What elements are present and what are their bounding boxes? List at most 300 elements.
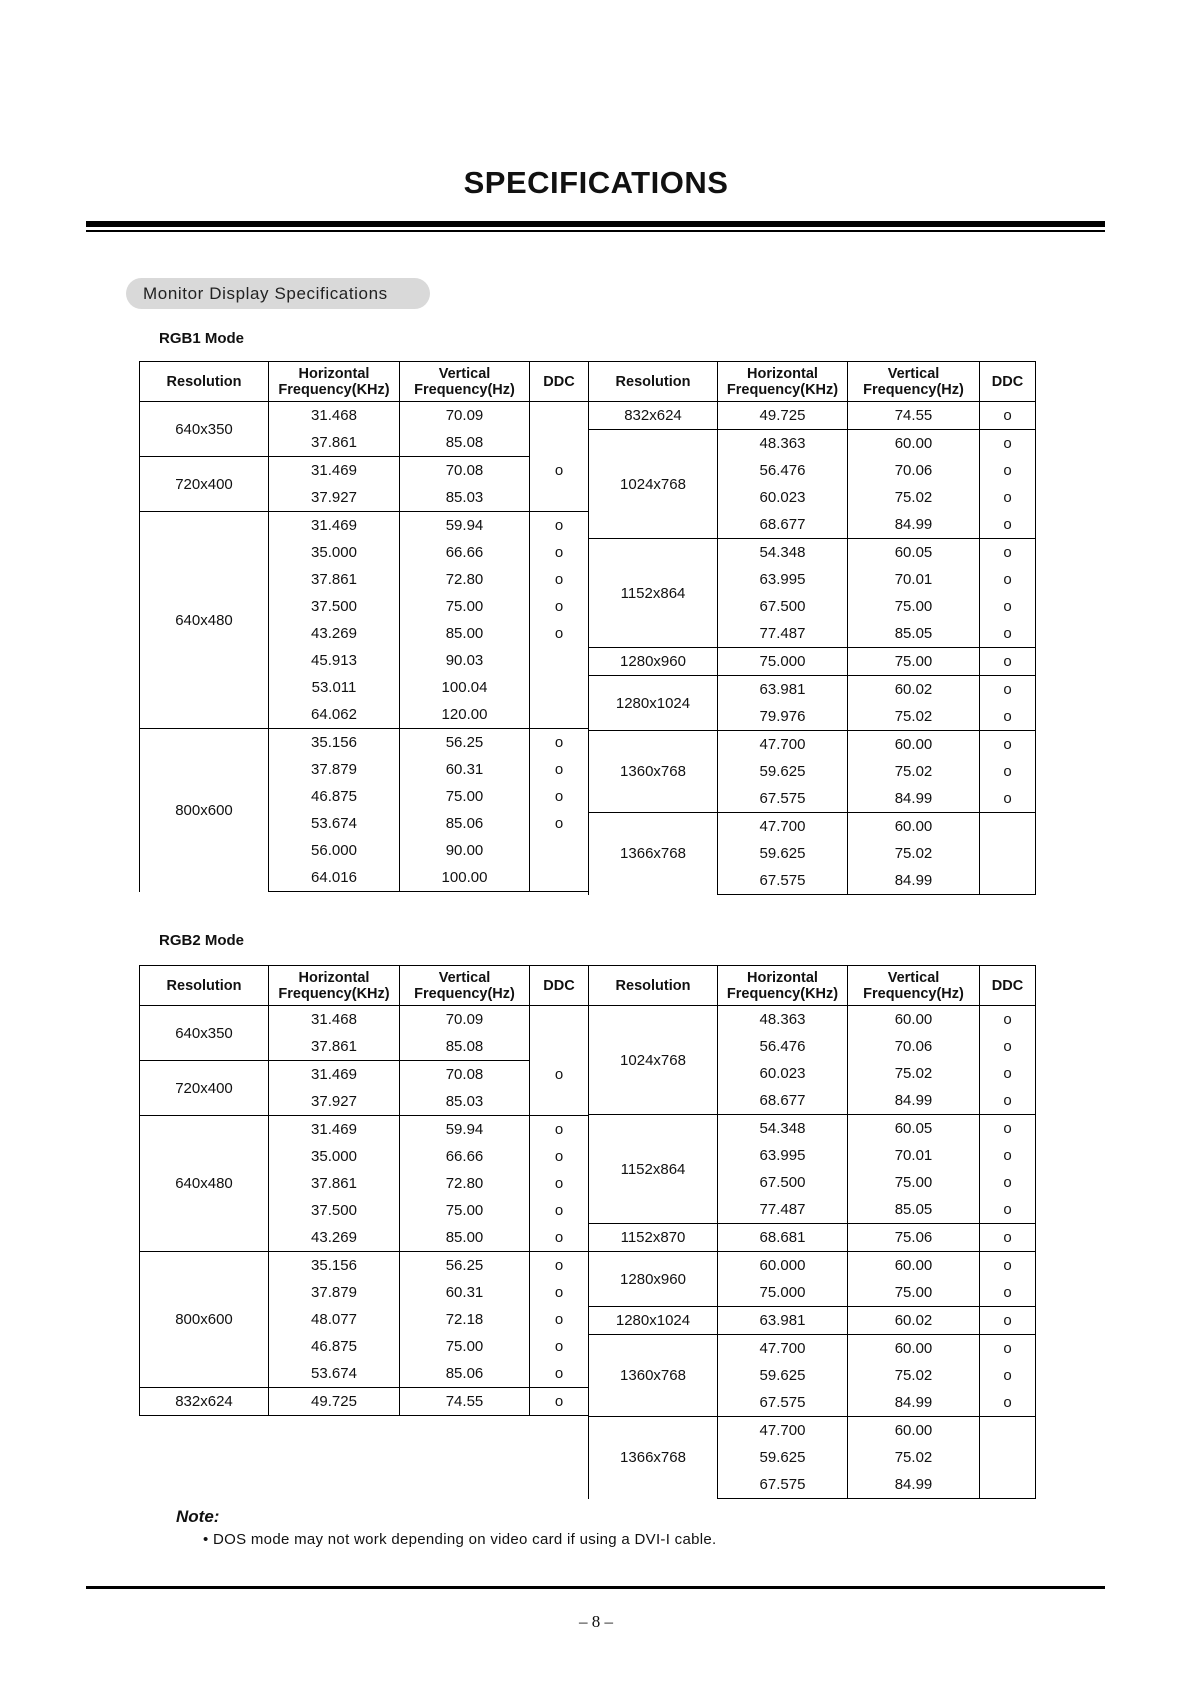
ddc-cell: o — [530, 1388, 589, 1416]
page-title: SPECIFICATIONS — [463, 165, 729, 200]
ddc-cell: o — [980, 1279, 1036, 1307]
resolution-header: Resolution — [589, 966, 718, 1006]
vfreq-cell: 72.80 — [400, 566, 530, 593]
hfreq-cell: 54.348 — [718, 539, 848, 567]
vfreq-header — [400, 966, 530, 1006]
vfreq-header-line: Vertical — [438, 365, 491, 382]
hfreq-cell: 53.674 — [269, 810, 400, 837]
table-row — [140, 1116, 589, 1144]
hfreq-cell: 37.879 — [269, 1279, 400, 1306]
hfreq-cell: 77.487 — [718, 620, 848, 648]
hfreq-cell: 47.700 — [718, 1335, 848, 1363]
hfreq-cell: 60.023 — [718, 484, 848, 511]
ddc-cell — [980, 1417, 1036, 1445]
ddc-cell: o — [530, 457, 589, 485]
ddc-cell: o — [980, 676, 1036, 704]
vfreq-cell: 75.00 — [848, 1169, 980, 1196]
ddc-cell: o — [980, 402, 1036, 430]
header-row — [140, 362, 589, 402]
hfreq-header — [269, 966, 400, 1006]
resolution-header: Resolution — [589, 362, 718, 402]
title-rule-thick — [86, 221, 1105, 227]
hfreq-header-line: Frequency(KHz) — [726, 381, 839, 398]
hfreq-cell: 37.500 — [269, 1197, 400, 1224]
hfreq-cell: 37.927 — [269, 484, 400, 512]
table-row — [589, 648, 1036, 676]
ddc-cell — [530, 484, 589, 512]
vfreq-cell: 84.99 — [848, 867, 980, 895]
vfreq-cell: 75.00 — [848, 648, 980, 676]
vfreq-cell: 60.00 — [848, 813, 980, 841]
resolution-cell: 640x350 — [140, 402, 269, 457]
hfreq-cell: 60.000 — [718, 1252, 848, 1280]
hfreq-cell: 53.011 — [269, 674, 400, 701]
ddc-cell: o — [980, 1362, 1036, 1389]
ddc-cell: o — [530, 1360, 589, 1388]
hfreq-cell: 37.861 — [269, 1033, 400, 1061]
hfreq-cell: 31.469 — [269, 512, 400, 540]
hfreq-cell: 54.348 — [718, 1115, 848, 1143]
hfreq-cell: 31.468 — [269, 402, 400, 430]
vfreq-cell: 75.02 — [848, 703, 980, 731]
ddc-cell: o — [530, 512, 589, 540]
ddc-cell: o — [980, 1060, 1036, 1087]
ddc-cell: o — [980, 1196, 1036, 1224]
ddc-cell — [530, 701, 589, 729]
ddc-cell: o — [530, 1279, 589, 1306]
table-row — [140, 457, 589, 485]
vfreq-cell: 59.94 — [400, 1116, 530, 1144]
hfreq-cell: 48.363 — [718, 1006, 848, 1034]
hfreq-cell: 67.500 — [718, 1169, 848, 1196]
ddc-cell: o — [980, 731, 1036, 759]
ddc-cell: o — [980, 1169, 1036, 1196]
ddc-cell — [530, 1006, 589, 1034]
resolution-cell: 1360x768 — [589, 731, 718, 813]
vfreq-header-line: Frequency(Hz) — [863, 381, 964, 398]
vfreq-cell: 60.31 — [400, 756, 530, 783]
hfreq-cell: 31.469 — [269, 457, 400, 485]
hfreq-cell: 37.861 — [269, 566, 400, 593]
table-row — [140, 402, 589, 430]
hfreq-cell: 68.681 — [718, 1224, 848, 1252]
resolution-cell: 720x400 — [140, 1061, 269, 1116]
table-row — [589, 1252, 1036, 1280]
ddc-cell: o — [980, 1087, 1036, 1115]
vfreq-cell: 66.66 — [400, 1143, 530, 1170]
vfreq-cell: 75.00 — [848, 593, 980, 620]
resolution-cell: 1366x768 — [589, 1417, 718, 1499]
hfreq-cell: 31.468 — [269, 1006, 400, 1034]
hfreq-cell: 67.575 — [718, 785, 848, 813]
vfreq-cell: 60.00 — [848, 1335, 980, 1363]
hfreq-cell: 77.487 — [718, 1196, 848, 1224]
ddc-cell: o — [980, 566, 1036, 593]
hfreq-cell: 47.700 — [718, 1417, 848, 1445]
hfreq-cell: 43.269 — [269, 1224, 400, 1252]
table-row — [589, 1335, 1036, 1363]
vfreq-cell: 85.00 — [400, 620, 530, 647]
table-row — [140, 1006, 589, 1034]
hfreq-cell: 46.875 — [269, 1333, 400, 1360]
note-text: • DOS mode may not work depending on video card if using a DVI-I cable. — [203, 1531, 717, 1548]
rgb2-mode-label: RGB2 Mode — [159, 932, 245, 949]
resolution-cell: 832x624 — [140, 1388, 269, 1416]
hfreq-cell: 37.927 — [269, 1088, 400, 1116]
ddc-cell: o — [530, 1143, 589, 1170]
resolution-cell: 640x480 — [140, 1116, 269, 1252]
ddc-cell: o — [980, 703, 1036, 731]
vfreq-cell: 70.08 — [400, 457, 530, 485]
ddc-cell: o — [980, 1335, 1036, 1363]
resolution-cell: 1360x768 — [589, 1335, 718, 1417]
vfreq-cell: 72.80 — [400, 1170, 530, 1197]
ddc-cell — [980, 1444, 1036, 1471]
resolution-cell: 1280x960 — [589, 1252, 718, 1307]
resolution-cell: 720x400 — [140, 457, 269, 512]
vfreq-cell: 60.00 — [848, 731, 980, 759]
vfreq-cell: 72.18 — [400, 1306, 530, 1333]
vfreq-cell: 60.00 — [848, 430, 980, 458]
ddc-cell: o — [530, 1116, 589, 1144]
ddc-cell — [530, 647, 589, 674]
hfreq-cell: 56.476 — [718, 457, 848, 484]
hfreq-cell: 64.062 — [269, 701, 400, 729]
resolution-cell: 1280x1024 — [589, 676, 718, 731]
header-row — [589, 966, 1036, 1006]
header-row — [589, 362, 1036, 402]
resolution-cell: 800x600 — [140, 729, 269, 892]
vfreq-cell: 60.00 — [848, 1417, 980, 1445]
table-row — [140, 729, 589, 757]
hfreq-header-line: Horizontal — [298, 969, 370, 986]
hfreq-cell: 35.156 — [269, 729, 400, 757]
hfreq-header-line: Frequency(KHz) — [278, 985, 390, 1002]
vfreq-cell: 90.03 — [400, 647, 530, 674]
ddc-cell: o — [980, 430, 1036, 458]
ddc-cell — [530, 837, 589, 864]
table-row — [589, 402, 1036, 430]
vfreq-cell: 85.05 — [848, 620, 980, 648]
ddc-cell: o — [980, 539, 1036, 567]
ddc-cell: o — [980, 785, 1036, 813]
vfreq-cell: 75.00 — [400, 593, 530, 620]
hfreq-cell: 64.016 — [269, 864, 400, 892]
rgb1-mode-label: RGB1 Mode — [159, 330, 245, 347]
hfreq-header-line: Frequency(KHz) — [726, 985, 839, 1002]
ddc-cell — [530, 864, 589, 892]
hfreq-cell: 53.674 — [269, 1360, 400, 1388]
ddc-cell: o — [980, 457, 1036, 484]
ddc-cell: o — [530, 1224, 589, 1252]
vfreq-cell: 84.99 — [848, 785, 980, 813]
hfreq-cell: 35.000 — [269, 539, 400, 566]
ddc-cell: o — [530, 620, 589, 647]
hfreq-cell: 31.469 — [269, 1061, 400, 1089]
rgb2-table-right — [588, 965, 1036, 1499]
vfreq-header-line: Frequency(Hz) — [414, 381, 515, 398]
vfreq-cell: 84.99 — [848, 1087, 980, 1115]
ddc-cell: o — [530, 729, 589, 757]
vfreq-cell: 75.02 — [848, 840, 980, 867]
vfreq-cell: 85.03 — [400, 484, 530, 512]
table-row — [589, 813, 1036, 841]
hfreq-cell: 59.625 — [718, 1362, 848, 1389]
ddc-cell: o — [980, 758, 1036, 785]
hfreq-cell: 79.976 — [718, 703, 848, 731]
hfreq-header-line: Frequency(KHz) — [278, 381, 390, 398]
resolution-cell: 640x350 — [140, 1006, 269, 1061]
resolution-cell: 1152x864 — [589, 1115, 718, 1224]
ddc-cell: o — [530, 1061, 589, 1089]
hfreq-cell: 46.875 — [269, 783, 400, 810]
hfreq-cell: 68.677 — [718, 511, 848, 539]
table-row — [589, 1115, 1036, 1143]
ddc-cell: o — [980, 1307, 1036, 1335]
vfreq-cell: 85.05 — [848, 1196, 980, 1224]
ddc-cell: o — [530, 783, 589, 810]
hfreq-header — [718, 966, 848, 1006]
rgb1-table-left — [139, 361, 589, 892]
table-row — [589, 676, 1036, 704]
vfreq-cell: 60.00 — [848, 1006, 980, 1034]
vfreq-cell: 74.55 — [400, 1388, 530, 1416]
vfreq-cell: 85.08 — [400, 429, 530, 457]
resolution-cell: 1366x768 — [589, 813, 718, 895]
resolution-cell: 1024x768 — [589, 430, 718, 539]
vfreq-cell: 75.02 — [848, 758, 980, 785]
vfreq-header-line: Vertical — [438, 969, 491, 986]
vfreq-cell: 59.94 — [400, 512, 530, 540]
vfreq-cell: 75.00 — [400, 1197, 530, 1224]
footer-rule — [86, 1586, 1105, 1589]
vfreq-cell: 60.05 — [848, 1115, 980, 1143]
resolution-cell: 800x600 — [140, 1252, 269, 1388]
ddc-cell — [530, 402, 589, 430]
vfreq-cell: 84.99 — [848, 1471, 980, 1499]
ddc-cell: o — [980, 1033, 1036, 1060]
hfreq-header — [718, 362, 848, 402]
hfreq-cell: 56.476 — [718, 1033, 848, 1060]
vfreq-cell: 60.31 — [400, 1279, 530, 1306]
header-row — [140, 966, 589, 1006]
ddc-cell — [530, 1088, 589, 1116]
hfreq-cell: 49.725 — [269, 1388, 400, 1416]
vfreq-cell: 60.02 — [848, 676, 980, 704]
resolution-header: Resolution — [140, 966, 269, 1006]
vfreq-header-line: Frequency(Hz) — [414, 985, 515, 1002]
ddc-cell — [980, 840, 1036, 867]
ddc-cell — [530, 674, 589, 701]
ddc-cell: o — [980, 648, 1036, 676]
hfreq-header-line: Horizontal — [747, 969, 818, 986]
vfreq-cell: 60.02 — [848, 1307, 980, 1335]
hfreq-header — [269, 362, 400, 402]
ddc-cell: o — [530, 1197, 589, 1224]
resolution-cell: 1024x768 — [589, 1006, 718, 1115]
vfreq-cell: 56.25 — [400, 1252, 530, 1280]
hfreq-cell: 49.725 — [718, 402, 848, 430]
hfreq-cell: 31.469 — [269, 1116, 400, 1144]
resolution-cell: 832x624 — [589, 402, 718, 430]
hfreq-header-line: Horizontal — [747, 365, 818, 382]
table-row — [589, 539, 1036, 567]
hfreq-cell: 48.077 — [269, 1306, 400, 1333]
table-row — [589, 430, 1036, 458]
hfreq-cell: 67.575 — [718, 1389, 848, 1417]
vfreq-cell: 75.02 — [848, 1362, 980, 1389]
vfreq-cell: 75.00 — [400, 783, 530, 810]
vfreq-header-line: Frequency(Hz) — [863, 985, 964, 1002]
vfreq-cell: 74.55 — [848, 402, 980, 430]
ddc-cell: o — [530, 1170, 589, 1197]
vfreq-header-line: Vertical — [887, 969, 940, 986]
vfreq-cell: 75.00 — [400, 1333, 530, 1360]
ddc-cell: o — [530, 1306, 589, 1333]
ddc-cell: o — [980, 1252, 1036, 1280]
hfreq-header-line: Horizontal — [298, 365, 370, 382]
hfreq-cell: 37.861 — [269, 1170, 400, 1197]
ddc-cell: o — [530, 539, 589, 566]
vfreq-cell: 84.99 — [848, 511, 980, 539]
title-rule-thin — [86, 230, 1105, 232]
resolution-cell: 1280x1024 — [589, 1307, 718, 1335]
hfreq-cell: 67.575 — [718, 1471, 848, 1499]
resolution-cell: 1280x960 — [589, 648, 718, 676]
ddc-cell: o — [530, 1252, 589, 1280]
vfreq-cell: 120.00 — [400, 701, 530, 729]
vfreq-header-line: Vertical — [887, 365, 940, 382]
vfreq-cell: 70.09 — [400, 1006, 530, 1034]
hfreq-cell: 35.156 — [269, 1252, 400, 1280]
vfreq-cell: 85.00 — [400, 1224, 530, 1252]
ddc-cell: o — [980, 511, 1036, 539]
vfreq-header — [848, 362, 980, 402]
vfreq-cell: 100.04 — [400, 674, 530, 701]
resolution-header: Resolution — [140, 362, 269, 402]
rgb1-table-right — [588, 361, 1036, 895]
hfreq-cell: 67.500 — [718, 593, 848, 620]
hfreq-cell: 75.000 — [718, 648, 848, 676]
ddc-cell: o — [980, 1389, 1036, 1417]
ddc-cell: o — [980, 620, 1036, 648]
page-number: – 8 – — [579, 1612, 613, 1631]
vfreq-cell: 100.00 — [400, 864, 530, 892]
ddc-header: DDC — [530, 966, 589, 1006]
vfreq-cell: 66.66 — [400, 539, 530, 566]
ddc-cell — [980, 1471, 1036, 1499]
vfreq-cell: 84.99 — [848, 1389, 980, 1417]
vfreq-header — [400, 362, 530, 402]
hfreq-cell: 47.700 — [718, 731, 848, 759]
note-heading: Note: — [176, 1507, 220, 1526]
hfreq-cell: 63.981 — [718, 1307, 848, 1335]
hfreq-cell: 68.677 — [718, 1087, 848, 1115]
vfreq-cell: 75.00 — [848, 1279, 980, 1307]
ddc-header: DDC — [980, 362, 1036, 402]
ddc-cell: o — [530, 810, 589, 837]
vfreq-cell: 75.02 — [848, 1444, 980, 1471]
ddc-cell — [530, 429, 589, 457]
ddc-cell: o — [530, 1333, 589, 1360]
hfreq-cell: 59.625 — [718, 1444, 848, 1471]
ddc-cell — [980, 813, 1036, 841]
resolution-cell: 1152x864 — [589, 539, 718, 648]
hfreq-cell: 56.000 — [269, 837, 400, 864]
vfreq-cell: 85.06 — [400, 1360, 530, 1388]
vfreq-cell: 70.09 — [400, 402, 530, 430]
vfreq-cell: 75.02 — [848, 1060, 980, 1087]
table-row — [589, 1417, 1036, 1445]
hfreq-cell: 60.023 — [718, 1060, 848, 1087]
vfreq-cell: 70.01 — [848, 1142, 980, 1169]
resolution-cell: 640x480 — [140, 512, 269, 729]
hfreq-cell: 35.000 — [269, 1143, 400, 1170]
hfreq-cell: 67.575 — [718, 867, 848, 895]
vfreq-cell: 60.05 — [848, 539, 980, 567]
ddc-cell: o — [980, 1006, 1036, 1034]
vfreq-header — [848, 966, 980, 1006]
ddc-cell: o — [530, 593, 589, 620]
vfreq-cell: 85.06 — [400, 810, 530, 837]
vfreq-cell: 85.03 — [400, 1088, 530, 1116]
hfreq-cell: 59.625 — [718, 758, 848, 785]
hfreq-cell: 45.913 — [269, 647, 400, 674]
ddc-header: DDC — [530, 362, 589, 402]
ddc-cell: o — [530, 566, 589, 593]
vfreq-cell: 85.08 — [400, 1033, 530, 1061]
ddc-cell: o — [980, 1142, 1036, 1169]
hfreq-cell: 37.500 — [269, 593, 400, 620]
hfreq-cell: 75.000 — [718, 1279, 848, 1307]
ddc-cell: o — [980, 1224, 1036, 1252]
section-heading: Monitor Display Specifications — [126, 278, 430, 309]
vfreq-cell: 75.02 — [848, 484, 980, 511]
table-row — [589, 1307, 1036, 1335]
ddc-cell: o — [980, 1115, 1036, 1143]
vfreq-cell: 56.25 — [400, 729, 530, 757]
vfreq-cell: 60.00 — [848, 1252, 980, 1280]
vfreq-cell: 70.06 — [848, 457, 980, 484]
hfreq-cell: 59.625 — [718, 840, 848, 867]
resolution-cell: 1152x870 — [589, 1224, 718, 1252]
vfreq-cell: 70.08 — [400, 1061, 530, 1089]
table-row — [140, 1388, 589, 1416]
vfreq-cell: 90.00 — [400, 837, 530, 864]
vfreq-cell: 75.06 — [848, 1224, 980, 1252]
hfreq-cell: 37.879 — [269, 756, 400, 783]
ddc-cell: o — [980, 484, 1036, 511]
hfreq-cell: 63.995 — [718, 1142, 848, 1169]
hfreq-cell: 43.269 — [269, 620, 400, 647]
table-row — [589, 731, 1036, 759]
hfreq-cell: 47.700 — [718, 813, 848, 841]
hfreq-cell: 37.861 — [269, 429, 400, 457]
rgb2-table-left — [139, 965, 589, 1416]
table-row — [589, 1006, 1036, 1034]
hfreq-cell: 48.363 — [718, 430, 848, 458]
table-row — [140, 512, 589, 540]
ddc-cell — [980, 867, 1036, 895]
vfreq-cell: 70.01 — [848, 566, 980, 593]
vfreq-cell: 70.06 — [848, 1033, 980, 1060]
table-row — [140, 1061, 589, 1089]
hfreq-cell: 63.981 — [718, 676, 848, 704]
table-row — [589, 1224, 1036, 1252]
hfreq-cell: 63.995 — [718, 566, 848, 593]
table-row — [140, 1252, 589, 1280]
ddc-header: DDC — [980, 966, 1036, 1006]
